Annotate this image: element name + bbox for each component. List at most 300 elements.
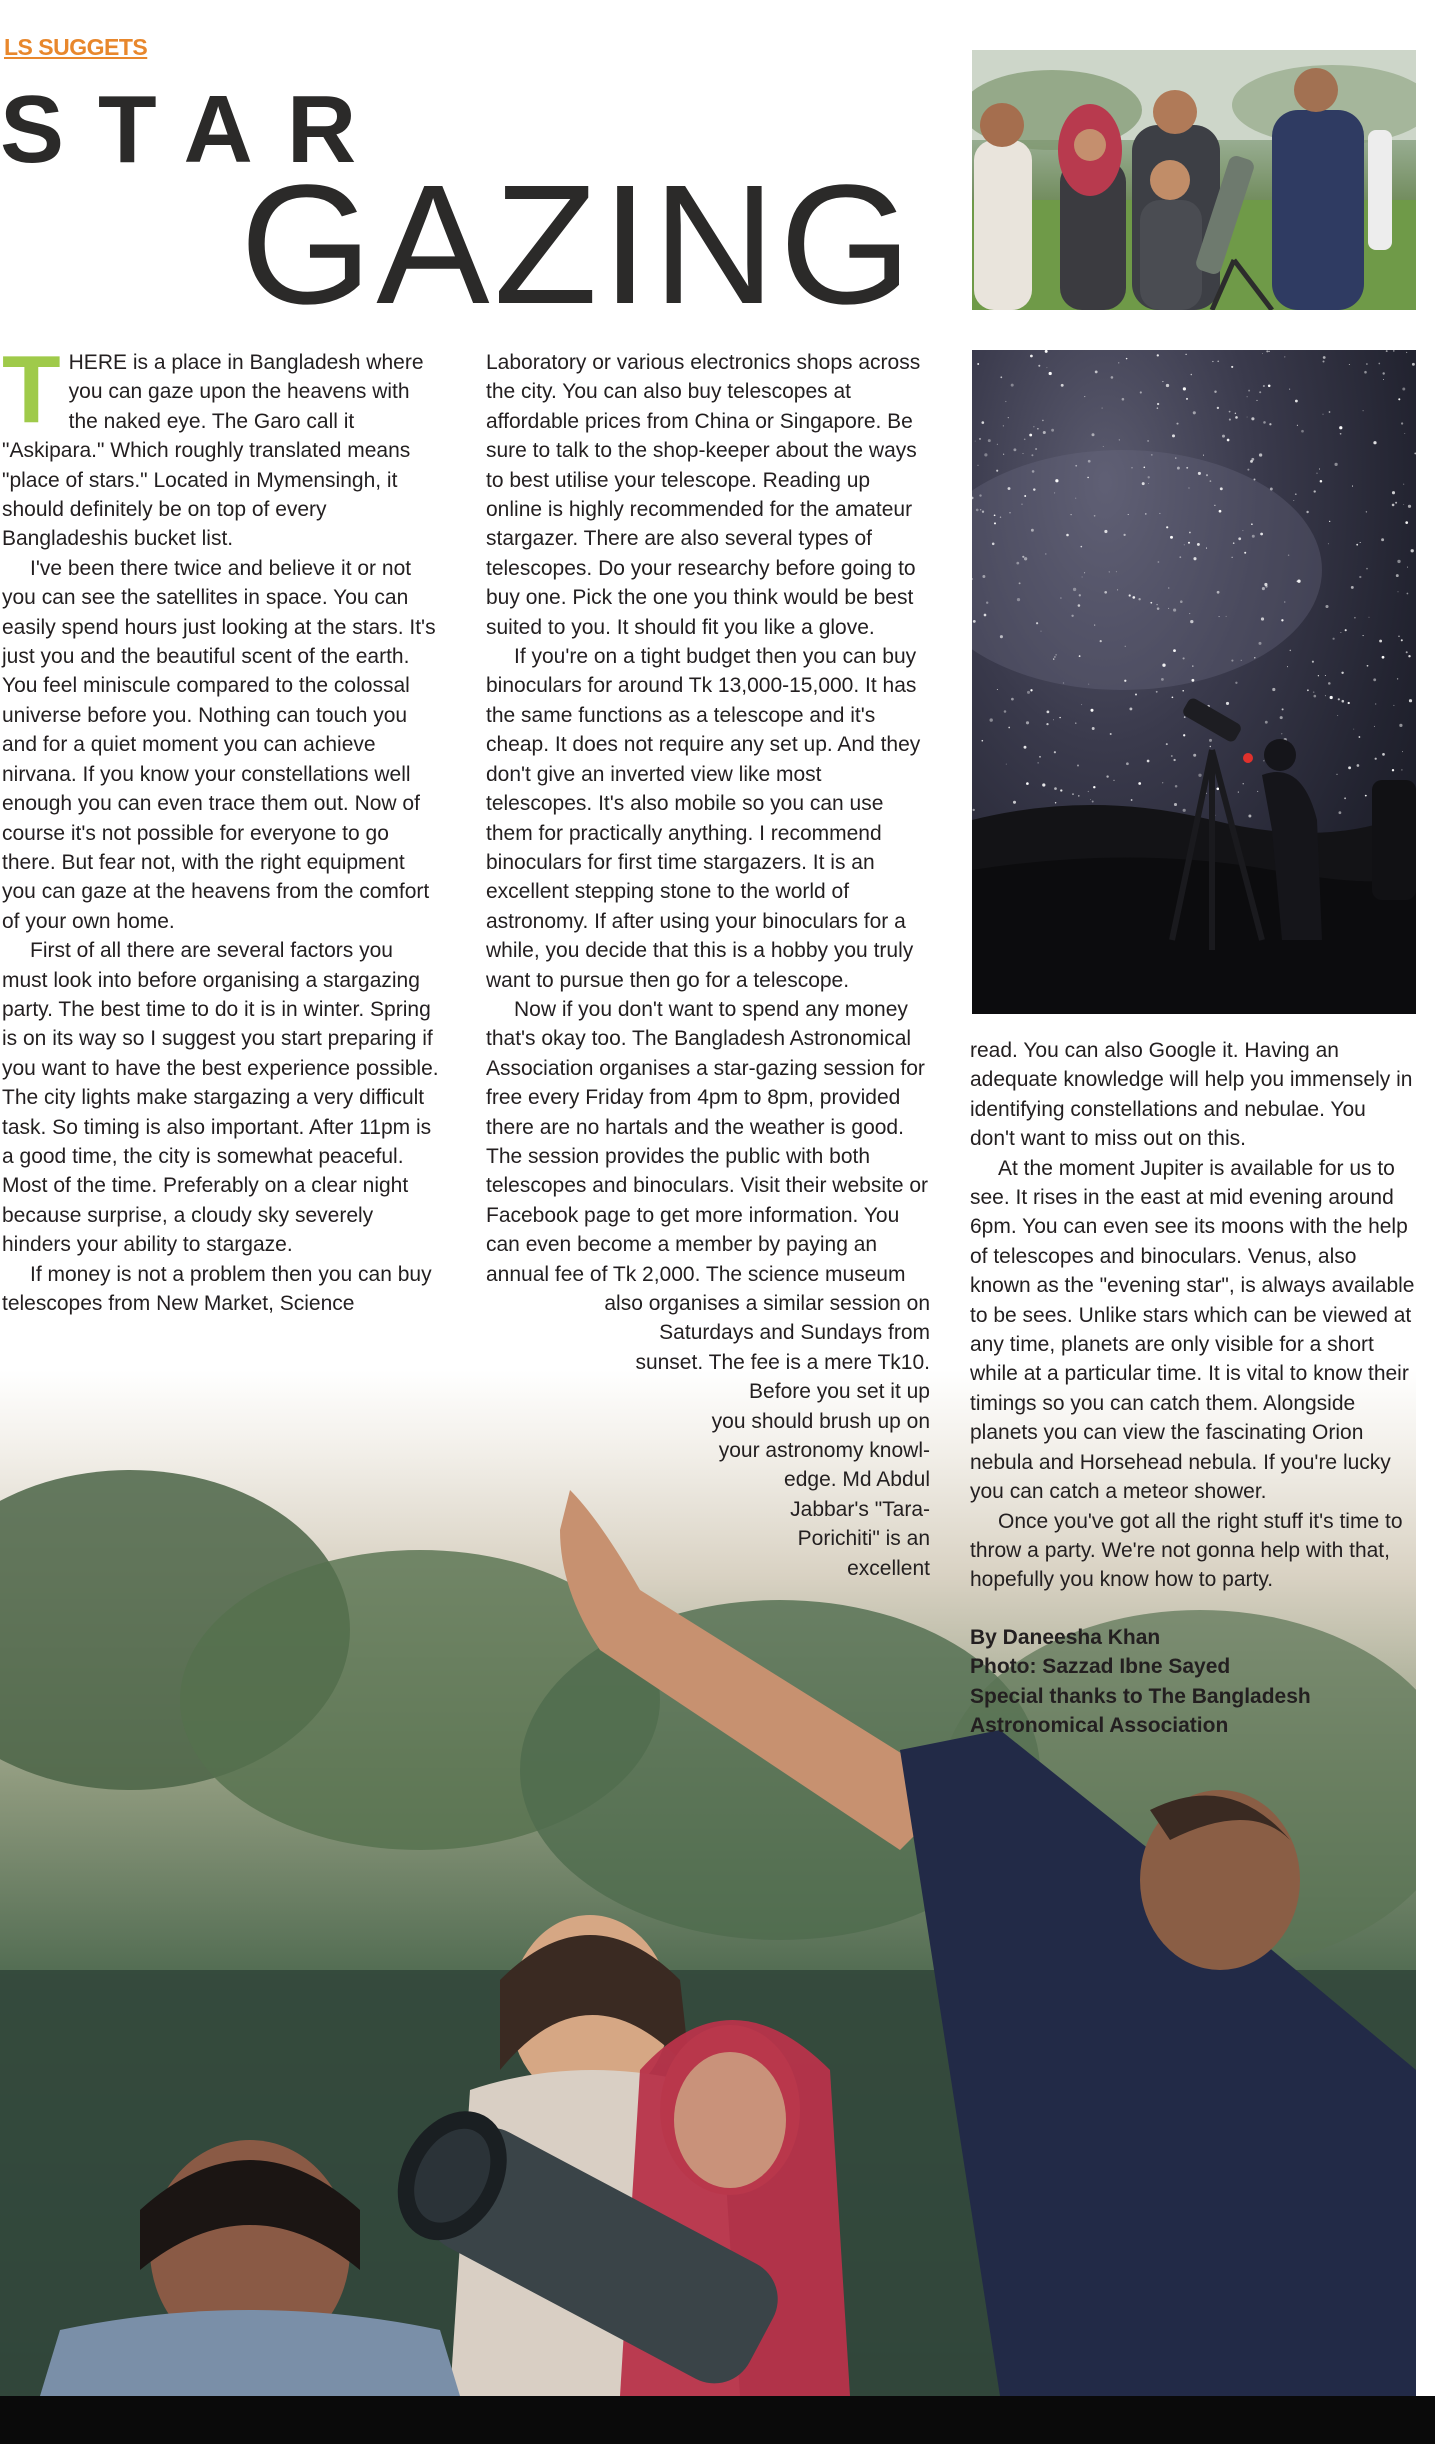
star-dot [1060, 789, 1062, 791]
star-dot [1176, 423, 1178, 425]
star-dot [1210, 480, 1212, 482]
star-dot [1214, 505, 1215, 506]
star-dot [1126, 358, 1127, 359]
star-dot [1336, 774, 1337, 775]
star-dot [1148, 483, 1149, 484]
star-dot [1198, 774, 1201, 777]
star-dot [1092, 801, 1094, 803]
star-dot [1414, 452, 1416, 454]
star-dot [1374, 726, 1375, 727]
star-dot [1325, 675, 1326, 676]
star-dot [1013, 801, 1016, 804]
star-dot [1359, 576, 1361, 578]
paragraph: HERE is a place in Bangladesh where you can gaze upon the heavens with the naked eye. The Garo call it "Askipara." Which roughly translated means "place of stars." Located in Mymensingh, it should definitely be on top of every Bangladeshis bucket list. [2, 351, 424, 551]
star-dot [1043, 431, 1046, 434]
star-dot [1206, 548, 1207, 549]
star-dot [979, 494, 981, 496]
star-dot [1354, 617, 1356, 619]
star-dot [1334, 463, 1337, 466]
star-dot [1094, 515, 1096, 517]
star-dot [1313, 691, 1315, 693]
star-dot [1047, 711, 1050, 714]
star-dot [1070, 514, 1071, 515]
star-dot [1009, 512, 1010, 513]
star-dot [1312, 661, 1314, 663]
star-dot [1401, 769, 1402, 770]
star-dot [1019, 582, 1021, 584]
star-dot [1183, 734, 1185, 736]
star-dot [1322, 360, 1324, 362]
star-dot [1172, 696, 1174, 698]
star-dot [1266, 350, 1268, 352]
star-dot [1257, 791, 1258, 792]
star-dot [1401, 422, 1403, 424]
star-dot [1402, 388, 1405, 391]
star-dot [1229, 419, 1231, 421]
star-dot [1342, 700, 1345, 703]
star-dot [1198, 472, 1201, 475]
bottom-bar [0, 2396, 1435, 2444]
star-dot [1129, 594, 1131, 596]
star-dot [1316, 473, 1317, 474]
tail-line: sunset. The fee is a mere Tk10. [635, 1350, 930, 1374]
star-dot [1393, 705, 1394, 706]
star-dot [1407, 567, 1408, 568]
star-dot [1157, 354, 1159, 356]
star-dot [1281, 733, 1282, 734]
star-dot [1124, 680, 1126, 682]
star-dot [981, 421, 984, 424]
star-dot [1231, 366, 1233, 368]
star-dot [1006, 764, 1007, 765]
star-dot [1189, 613, 1190, 614]
star-dot [979, 438, 981, 440]
star-dot [1061, 384, 1064, 387]
star-dot [1022, 453, 1023, 454]
star-dot [1129, 707, 1132, 710]
star-dot [1366, 568, 1368, 570]
star-dot [977, 363, 979, 365]
star-dot [1280, 716, 1283, 719]
star-dot [1030, 355, 1033, 358]
column-2-tail [486, 1289, 930, 1583]
star-dot [1135, 694, 1137, 696]
star-dot [1241, 660, 1242, 661]
star-dot [1247, 396, 1248, 397]
star-dot [1094, 625, 1095, 626]
tail-line: also organises a similar session on [604, 1292, 930, 1315]
star-dot [1166, 526, 1168, 528]
star-dot [1408, 655, 1410, 657]
star-dot [1003, 425, 1004, 426]
star-dot [1095, 371, 1098, 374]
star-dot [976, 509, 979, 512]
star-dot [1392, 491, 1395, 494]
star-dot [1323, 356, 1326, 359]
star-dot [1340, 433, 1342, 435]
star-dot [1403, 504, 1404, 505]
star-dot [1110, 733, 1112, 735]
star-dot [1383, 379, 1384, 380]
star-dot [1366, 363, 1368, 365]
photo-credit: Photo: Sazzad Ibne Sayed [970, 1655, 1231, 1679]
star-dot [1148, 476, 1150, 478]
thanks-line: Special thanks to The Bangladesh [970, 1684, 1311, 1708]
star-dot [1260, 533, 1263, 536]
star-dot [1078, 795, 1079, 796]
star-dot [1268, 385, 1271, 388]
star-dot [1042, 783, 1045, 786]
tail-line: Jabbar's "Tara- [790, 1497, 930, 1521]
star-dot [997, 689, 998, 690]
star-dot [1227, 439, 1230, 442]
tail-line: Saturdays and Sundays from [659, 1321, 930, 1345]
star-dot [1081, 546, 1083, 548]
star-dot [1197, 543, 1200, 546]
star-dot [984, 453, 987, 456]
star-dot [1032, 470, 1035, 473]
star-dot [1000, 635, 1003, 638]
star-dot [1235, 682, 1237, 684]
star-dot [1156, 604, 1157, 605]
star-dot [1398, 591, 1399, 592]
star-dot [1247, 417, 1248, 418]
star-dot [1072, 793, 1074, 795]
star-dot [1322, 414, 1323, 415]
star-dot [980, 509, 981, 510]
star-dot [1173, 759, 1175, 761]
star-dot [1265, 721, 1268, 724]
tail-line: your astronomy knowl- [718, 1439, 930, 1463]
star-dot [1297, 580, 1300, 583]
star-dot [1235, 413, 1236, 414]
star-dot [1268, 351, 1269, 352]
star-dot [1024, 746, 1027, 749]
drop-cap: T [2, 336, 61, 443]
star-dot [1314, 490, 1316, 492]
star-dot [1290, 650, 1292, 652]
star-dot [1172, 434, 1175, 437]
title-gazing: GAZING [240, 150, 916, 340]
star-dot [1162, 782, 1163, 783]
star-dot [1122, 398, 1125, 401]
star-dot [1284, 356, 1285, 357]
star-dot [1353, 729, 1354, 730]
star-dot [1399, 724, 1402, 727]
star-dot [1360, 542, 1361, 543]
star-dot [1401, 639, 1403, 641]
star-dot [1272, 688, 1275, 691]
star-dot [1344, 797, 1346, 799]
star-dot [1031, 454, 1033, 456]
star-dot [1024, 438, 1026, 440]
star-dot [1373, 678, 1376, 681]
star-dot [1381, 538, 1384, 541]
photo-night-sky-telescope [972, 350, 1416, 1014]
star-dot [1022, 556, 1024, 558]
star-dot [1092, 727, 1095, 730]
star-dot [1046, 367, 1047, 368]
star-dot [1306, 511, 1308, 513]
star-dot [1339, 811, 1342, 814]
star-dot [1143, 466, 1145, 468]
star-dot [1232, 557, 1233, 558]
star-dot [1113, 780, 1114, 781]
star-dot [986, 602, 988, 604]
star-dot [1263, 385, 1265, 387]
star-dot [1337, 715, 1338, 716]
star-dot [1051, 429, 1054, 432]
star-dot [1328, 682, 1331, 685]
star-dot [1363, 410, 1364, 411]
star-dot [1398, 398, 1400, 400]
star-dot [1252, 535, 1255, 538]
star-dot [1379, 640, 1382, 643]
star-dot [1307, 689, 1309, 691]
star-dot [1375, 758, 1377, 760]
star-dot [975, 441, 976, 442]
star-dot [1351, 586, 1354, 589]
star-dot [1150, 602, 1152, 604]
star-dot [1003, 454, 1004, 455]
star-dot [1262, 353, 1263, 354]
star-dot [1088, 684, 1089, 685]
star-dot [1233, 542, 1235, 544]
star-dot [1126, 762, 1129, 765]
star-dot [1184, 544, 1185, 545]
star-dot [994, 514, 996, 516]
star-dot [973, 620, 976, 623]
star-dot [1293, 500, 1294, 501]
star-dot [1162, 381, 1163, 382]
star-dot [1045, 553, 1046, 554]
star-dot [1318, 675, 1319, 676]
star-dot [1024, 495, 1026, 497]
star-dot [1011, 384, 1014, 387]
star-dot [1263, 760, 1264, 761]
star-dot [1119, 439, 1120, 440]
star-dot [1295, 493, 1297, 495]
star-dot [1161, 678, 1164, 681]
star-dot [1045, 350, 1048, 353]
star-dot [1192, 665, 1193, 666]
star-dot [1090, 709, 1093, 712]
star-dot [1182, 690, 1184, 692]
star-dot [1254, 657, 1255, 658]
star-dot [1030, 689, 1032, 691]
star-dot [1123, 534, 1125, 536]
star-dot [1406, 352, 1407, 353]
star-dot [1087, 477, 1088, 478]
star-dot [1171, 755, 1173, 757]
star-dot [1173, 609, 1176, 612]
star-dot [1189, 532, 1191, 534]
star-dot [1375, 703, 1376, 704]
star-dot [1170, 536, 1173, 539]
photo-group-illustration [972, 50, 1416, 310]
star-dot [1295, 400, 1298, 403]
star-dot [1392, 504, 1395, 507]
star-dot [1193, 411, 1196, 414]
star-dot [1251, 417, 1254, 420]
star-dot [1373, 441, 1376, 444]
star-dot [1404, 433, 1405, 434]
paragraph: First of all there are several factors you must look into before organising a stargazing party. The best time to do it is in winter. Spring is on its way so I suggest you start preparing if you want to have the best experience possible. The city lights make stargazing a very difficult task. So timing is also important. After 11pm is a good time, the city is somewhat peaceful. Most of the time. Preferably on a clear night because surprise, a cloudy sky severely hinders your ability to stargaze. [2, 939, 439, 1257]
star-dot [1363, 635, 1364, 636]
star-dot [1217, 591, 1220, 594]
star-dot [1116, 571, 1117, 572]
star-dot [1054, 492, 1055, 493]
star-dot [996, 470, 998, 472]
star-dot [1226, 616, 1227, 617]
star-dot [1024, 557, 1027, 560]
star-dot [1026, 721, 1029, 724]
star-dot [1055, 802, 1056, 803]
paragraph: Laboratory or various electronics shops across the city. You can also buy telescopes at affordable prices from China or Singapore. Be sure to talk to the shop-keeper about the ways to best utilise your telescope. Reading up online is highly recommended for the amateur stargazer. There are also several types of telescopes. Do your researchy before going to buy one. Pick the one you think would be best suited to you. It should fit you like a glove. [486, 351, 921, 639]
star-dot [1222, 435, 1225, 438]
star-dot [1103, 446, 1104, 447]
star-dot [1320, 480, 1323, 483]
star-dot [1216, 787, 1219, 790]
star-dot [1131, 799, 1133, 801]
star-dot [1261, 617, 1264, 620]
star-dot [1393, 350, 1395, 352]
tail-line: Porichiti" is an [797, 1527, 930, 1551]
star-dot [1244, 552, 1246, 554]
star-dot [1054, 751, 1056, 753]
star-dot [1088, 791, 1089, 792]
star-dot [1138, 782, 1141, 785]
star-dot [1008, 727, 1010, 729]
star-dot [1251, 523, 1253, 525]
star-dot [1341, 672, 1343, 674]
star-dot [1339, 426, 1342, 429]
star-dot [1079, 655, 1081, 657]
star-dot [1219, 510, 1222, 513]
star-dot [1156, 691, 1158, 693]
star-dot [1368, 617, 1369, 618]
star-dot [1231, 660, 1233, 662]
star-dot [1328, 543, 1329, 544]
star-dot [1256, 400, 1257, 401]
star-dot [1131, 467, 1132, 468]
star-dot [1060, 597, 1062, 599]
star-dot [1046, 723, 1048, 725]
star-dot [977, 465, 978, 466]
star-dot [1013, 448, 1016, 451]
star-dot [1026, 782, 1029, 785]
star-dot [1408, 505, 1411, 508]
star-dot [982, 511, 984, 513]
star-dot [1329, 411, 1331, 413]
star-dot [1203, 455, 1204, 456]
star-dot [1367, 665, 1369, 667]
star-dot [1242, 530, 1243, 531]
star-dot [1406, 651, 1408, 653]
star-dot [1220, 487, 1223, 490]
star-dot [1191, 374, 1193, 376]
star-dot [1301, 430, 1304, 433]
star-dot [1168, 608, 1169, 609]
star-dot [1395, 502, 1397, 504]
star-dot [992, 543, 995, 546]
paragraph: read. You can also Google it. Having an adequate knowledge will help you immensely in identifying constellations and nebulae. You don't want to miss out on this. [970, 1039, 1413, 1151]
star-dot [1409, 699, 1412, 702]
star-dot [1174, 803, 1177, 806]
star-dot [1251, 458, 1254, 461]
star-dot [1184, 716, 1186, 718]
paragraph: I've been there twice and believe it or not you can see the satellites in space. You can easily spend hours just looking at the stars. It's just you and the beautiful scent of the earth. You feel miniscule compared to the colossal universe before you. Nothing can touch you and for a quiet moment you can achieve nirvana. If you know your constellations well enough you can even trace them out. Now of course it's not possible for everyone to go there. But fear not, with the right equipment you can gaze at the heavens from the comfort of your own home. [2, 556, 436, 933]
star-dot [1348, 766, 1351, 769]
article-column-3 [970, 1036, 1416, 1595]
star-dot [1128, 514, 1129, 515]
tail-line: Before you set it up [749, 1380, 930, 1404]
star-dot [1166, 384, 1169, 387]
star-dot [1348, 702, 1350, 704]
star-dot [1106, 775, 1108, 777]
star-dot [1071, 615, 1073, 617]
star-dot [1147, 440, 1149, 442]
star-dot [1397, 560, 1400, 563]
star-dot [1054, 787, 1057, 790]
star-dot [1188, 542, 1190, 544]
star-dot [1206, 793, 1207, 794]
star-dot [1235, 416, 1238, 419]
star-dot [990, 718, 993, 721]
star-dot [1100, 640, 1102, 642]
photo-group-with-telescope [972, 50, 1416, 310]
star-dot [1263, 421, 1266, 424]
star-dot [1288, 555, 1289, 556]
star-dot [1081, 704, 1082, 705]
star-dot [1329, 521, 1330, 522]
star-dot [1345, 629, 1347, 631]
star-dot [1396, 574, 1399, 577]
star-dot [1173, 649, 1176, 652]
star-dot [1059, 717, 1060, 718]
star-dot [1063, 682, 1064, 683]
tail-line: excellent [847, 1556, 930, 1580]
star-dot [1356, 544, 1358, 546]
star-dot [988, 439, 991, 442]
star-dot [1352, 486, 1353, 487]
star-dot [994, 522, 996, 524]
star-dot [1008, 487, 1011, 490]
star-dot [1039, 756, 1041, 758]
thanks-line: Astronomical Association [970, 1714, 1229, 1738]
star-dot [1325, 695, 1326, 696]
star-dot [1084, 396, 1085, 397]
star-dot [1357, 764, 1360, 767]
star-dot [1297, 425, 1298, 426]
star-dot [1365, 795, 1367, 797]
star-dot [1092, 433, 1095, 436]
star-dot [1104, 591, 1107, 594]
star-dot [1008, 417, 1009, 418]
star-dot [1382, 372, 1384, 374]
star-dot [1088, 460, 1091, 463]
star-dot [1021, 504, 1022, 505]
star-dot [1179, 556, 1181, 558]
star-dot [1183, 657, 1185, 659]
star-dot [1016, 562, 1019, 565]
star-dot [1340, 632, 1341, 633]
star-dot [1125, 646, 1126, 647]
star-dot [1118, 362, 1119, 363]
star-dot [1282, 708, 1284, 710]
star-dot [1366, 511, 1367, 512]
star-dot [1082, 577, 1083, 578]
